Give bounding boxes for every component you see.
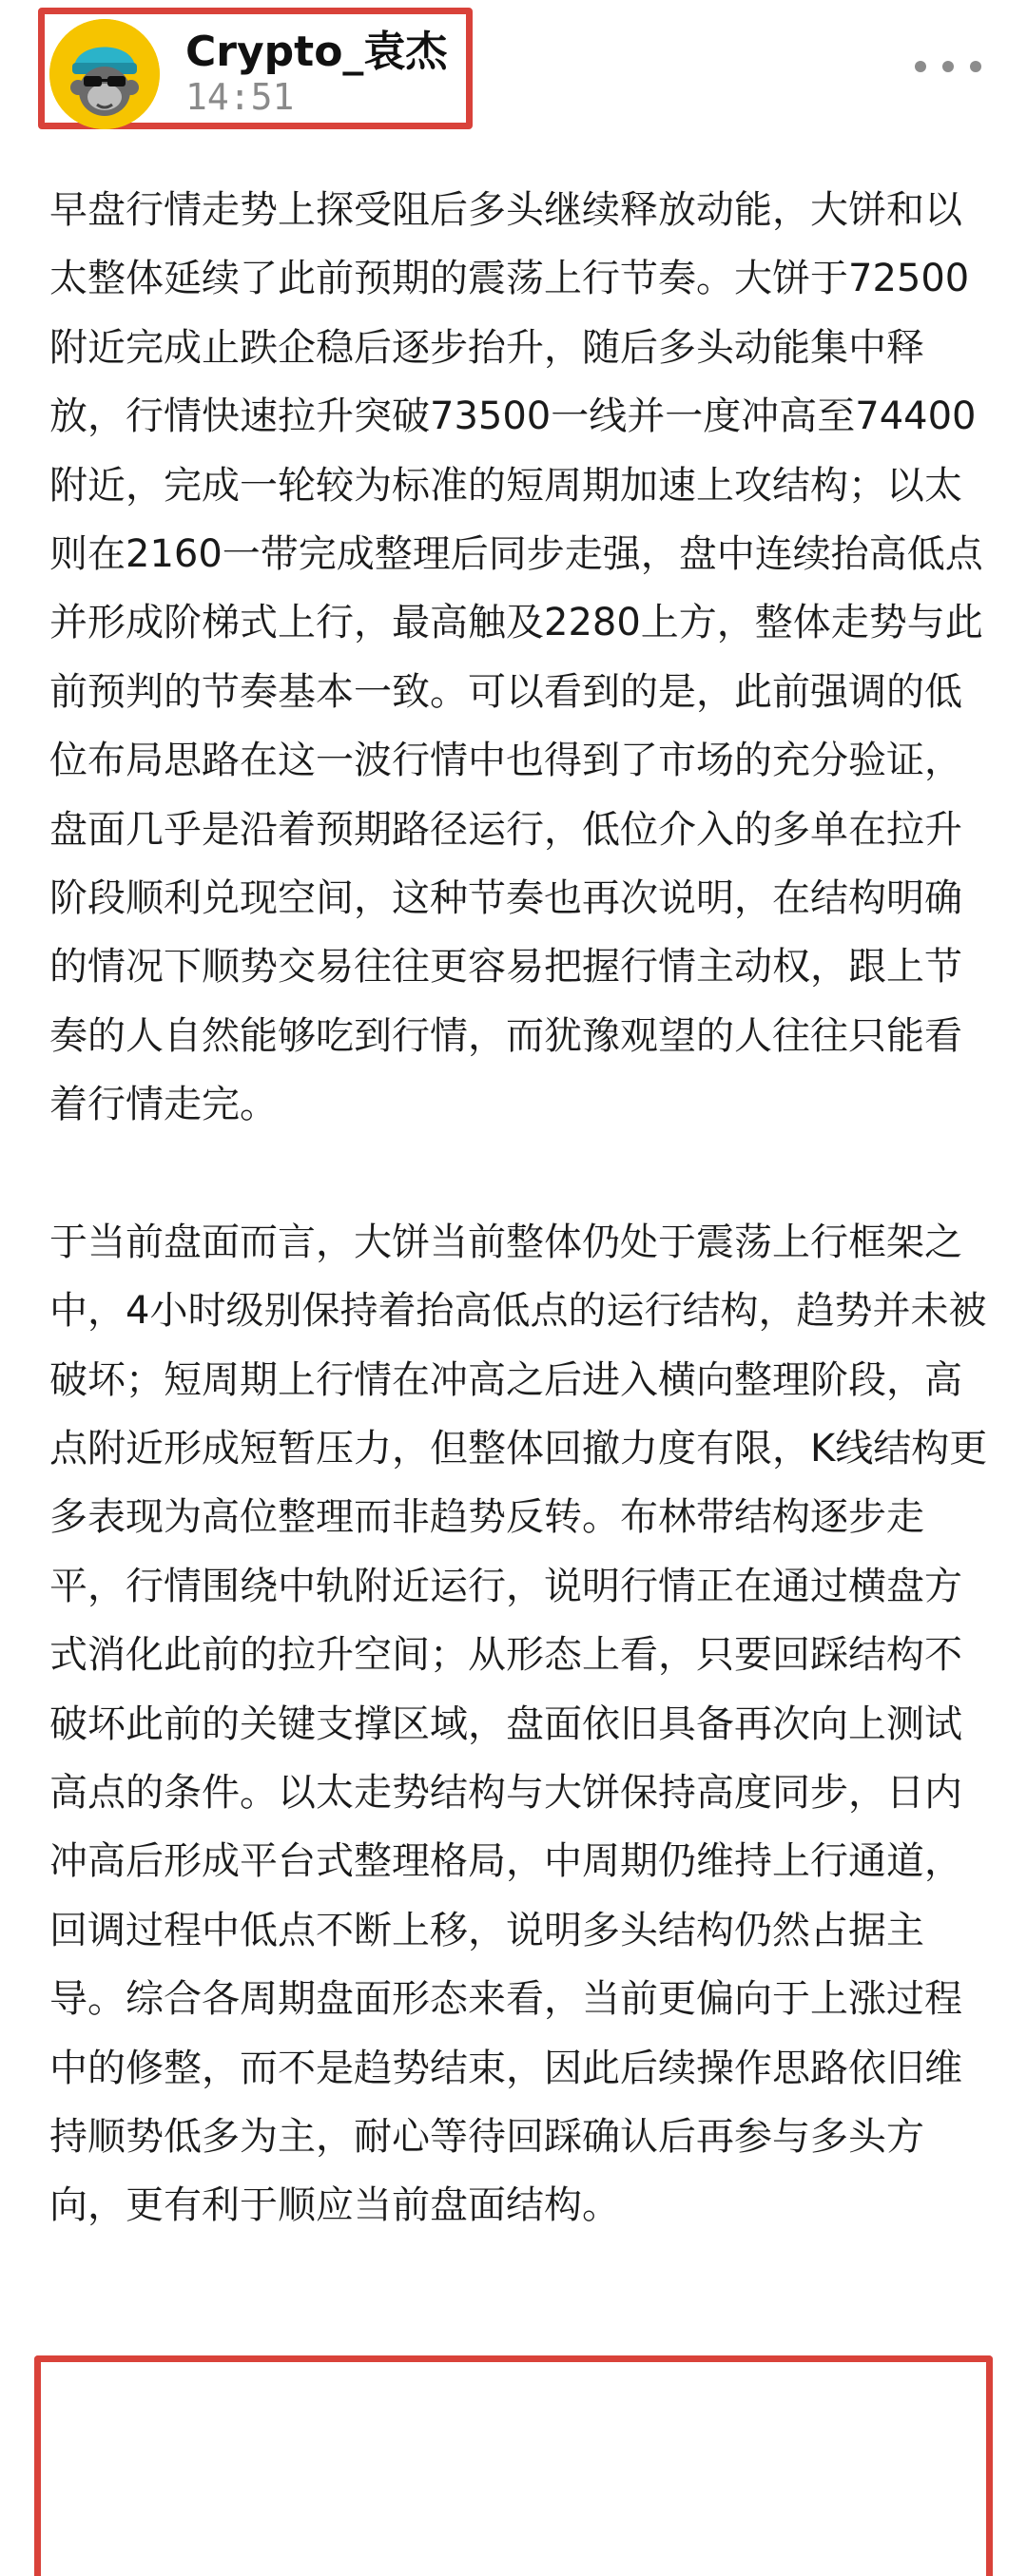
post-content: [49, 176, 991, 2240]
conclusion-highlight-box: [34, 2355, 993, 2576]
post-paragraph: 早盘行情走势上探受阻后多头继续释放动能，大饼和以太整体延续了此前预期的震荡上行节奏。大饼于72500附近完成止跌企稳后逐步抬升，随后多头动能集中释放，行情快速拉升突破73500一线并一度冲高至74400附近，完成一轮较为标准的短周期加速上攻结构；以太则在2160一带完成整理后同步走强，盘中连续抬高低点并形成阶梯式上行，最高触及2280上方，整体走势与此前预判的节奏基本一致。可以看到的是，此前强调的低位布局思路在这一波行情中也得到了市场的充分验证，盘面几乎是沿着预期路径运行，低位介入的多单在拉升阶段顺利兑现空间，这种节奏也再次说明，在结构明确的情况下顺势交易往往更容易把握行情主动权，跟上节奏的人自然能够吃到行情，而犹豫观望的人往往只能看着行情走完。: [49, 188, 983, 1127]
username[interactable]: Crypto_袁杰: [185, 28, 448, 76]
post-time: 14:51: [185, 76, 295, 118]
more-dot: [970, 61, 981, 72]
post-paragraph: 于当前盘面而言，大饼当前整体仍处于震荡上行框架之中，4小时级别保持着抬高低点的运行结构，趋势并未被破坏；短周期上行情在冲高之后进入横向整理阶段，高点附近形成短暂压力，但整体回撤力度有限，K线结构更多表现为高位整理而非趋势反转。布林带结构逐步走平，行情围绕中轨附近运行，说明行情正在通过横盘方式消化此前的拉升空间；从形态上看，只要回踩结构不破坏此前的关键支撑区域，盘面依旧具备再次向上测试高点的条件。以太走势结构与大饼保持高度同步，日内冲高后形成平台式整理格局，中周期仍维持上行通道，回调过程中低点不断上移，说明多头结构仍然占据主导。综合各周期盘面形态来看，当前更偏向于上涨过程中的修整，而不是趋势结束，因此后续操作思路依旧维持顺势低多为主，耐心等待回踩确认后再参与多头方向，更有利于顺应当前盘面结构。: [49, 1220, 988, 2228]
more-dot: [942, 61, 954, 72]
more-dot: [915, 61, 926, 72]
monkey-beanie-avatar-icon[interactable]: [49, 19, 160, 129]
more-dots-icon[interactable]: [915, 55, 981, 78]
post-header: [0, 0, 1027, 143]
